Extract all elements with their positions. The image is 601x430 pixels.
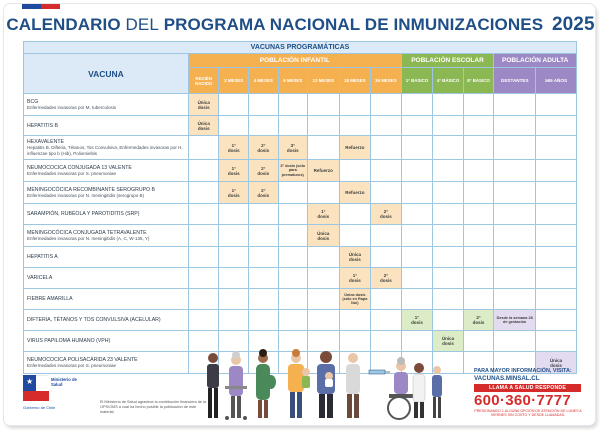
dose-cell: 1° dosis <box>219 136 249 160</box>
table-row <box>24 289 577 310</box>
title-year: 2025 <box>551 14 595 35</box>
legal-note: El Ministerio de Salud agradece la contribución financiera de la OPS/OMS a cual ha hecho posible la publicación de este material. <box>100 400 206 414</box>
dose-cell: 1° dosis <box>219 182 249 204</box>
dose-cell: 1° dosis <box>401 310 433 331</box>
ministry-label: Ministerio de Salud <box>51 377 77 387</box>
dose-cell: Única dosis <box>339 247 371 268</box>
dose-cell: 2° dosis <box>248 136 278 160</box>
vaccination-table <box>23 41 577 374</box>
person-man-baby <box>317 351 335 418</box>
title-part3: PROGRAMA NACIONAL DE INMUNIZACIONES <box>163 15 544 34</box>
table-row <box>24 136 577 160</box>
phone-note: PRESIONANDO 1 ALGUNA OPCIÓN DE ATENCIÓN DE LUNES A VIERNES SIN COSTO Y DESDE LLAMADAS. <box>474 409 582 418</box>
age-recien-nacido: RECIÉN NACIDO <box>188 68 219 94</box>
dose-cell: 1° dosis <box>219 160 249 182</box>
table-row <box>24 268 577 289</box>
person-elder-man <box>346 353 360 418</box>
dose-cell: Única dosis <box>536 352 577 374</box>
age-gestantes: GESTANTES <box>494 68 536 94</box>
age-18-meses: 18 MESES <box>339 68 371 94</box>
title-part2: DEL <box>125 15 159 34</box>
age-4-meses: 4 MESES <box>248 68 278 94</box>
dose-cell: Refuerzo <box>308 160 340 182</box>
people-illustration <box>201 346 451 423</box>
person-elder-woman <box>225 351 247 420</box>
dose-cell: Única dosis <box>188 94 219 116</box>
table-row <box>24 116 577 136</box>
page-title <box>0 14 601 36</box>
vaccine-varicela: VARICELA <box>24 268 189 289</box>
ministry-logo <box>23 375 77 419</box>
vaccine-vph: VIRUS PAPILOMA HUMANO (VPH) <box>24 331 189 352</box>
footer <box>4 342 595 425</box>
vaccine-hepatitis-b: HEPATITIS B <box>24 116 189 136</box>
salud-responde-banner: LLAMA A SALUD RESPONDE <box>474 384 581 392</box>
dose-cell: 3° dosis (sólo para prematuros) <box>278 160 308 182</box>
vaccine-bcg: BCG Enfermedades invasoras por M. tuberculosis <box>24 94 189 116</box>
dose-cell: 2° dosis <box>463 310 494 331</box>
dose-cell: 2° dosis <box>371 268 402 289</box>
age-2-meses: 2 MESES <box>219 68 249 94</box>
title-part1: CALENDARIO <box>6 15 121 34</box>
vaccine-hexavalente: HEXAVALENTE Hepatitis B, Difteria, Tétanos, Tos Convulsiva, Enfermedades invasoras por H. influenzae tipo b (Hib), Poliomielitis <box>24 136 189 160</box>
dose-cell: Refuerzo <box>339 182 371 204</box>
table-row <box>24 182 577 204</box>
group-adulta: POBLACIÓN ADULTA <box>494 54 577 68</box>
vaccine-neumococica-13: NEUMOCOCICA CONJUGADA 13 VALENTE Enfermedades invasoras por S. pneumoniae <box>24 160 189 182</box>
dose-cell: 1° dosis <box>308 204 340 225</box>
vaccine-hepatitis-a: HEPATITIS A <box>24 247 189 268</box>
info-heading: PARA MAYOR INFORMACIÓN, VISITA: <box>474 368 572 374</box>
table-row <box>24 247 577 268</box>
vaccine-dtpa: DIFTERIA, TÉTANOS Y TOS CONVULSIVA (ACELULAR) <box>24 310 189 331</box>
age-12-meses: 12 MESES <box>308 68 340 94</box>
dose-cell: Única dosis <box>308 225 340 247</box>
star-icon: ★ <box>26 377 34 386</box>
table-row <box>24 94 577 116</box>
phone-number[interactable]: 600·360·7777 <box>474 392 572 409</box>
syringe-icon <box>369 370 390 374</box>
dose-cell: 1° dosis <box>339 268 371 289</box>
vaccine-fiebre-amarilla: FIEBRE AMARILLA <box>24 289 189 310</box>
table-row <box>24 204 577 225</box>
age-1-basico: 1° BÁSICO <box>401 68 433 94</box>
group-escolar: POBLACIÓN ESCOLAR <box>401 54 494 68</box>
person-elder-walker <box>207 353 219 418</box>
dose-cell: 2° dosis <box>371 204 402 225</box>
dose-cell: Desde la semana 28 de gestación <box>494 310 536 331</box>
dose-cell: 3° dosis <box>278 136 308 160</box>
flag-strip <box>22 4 60 9</box>
vaccine-srp: SARAMPIÓN, RUBÉOLA Y PAROTIDITIS (SRP) <box>24 204 189 225</box>
age-8-basico: 8° BÁSICO <box>463 68 494 94</box>
group-infantil: POBLACIÓN INFANTIL <box>188 54 401 68</box>
dose-cell: Única dosis <box>433 331 464 352</box>
person-mother-child <box>288 349 310 418</box>
dose-cell: 2° dosis <box>248 182 278 204</box>
table-row <box>24 160 577 182</box>
table-main-header: VACUNAS PROGRAMÁTICAS <box>24 42 577 54</box>
table-row <box>24 310 577 331</box>
vaccine-neumococica-23: NEUMOCOCICA POLISACÁRIDA 23 VALENTE Enfermedades invasoras por S. pneumoniae <box>24 352 189 374</box>
dose-cell: Única dosis (sólo en Rapa Nui) <box>339 289 371 310</box>
age-4-basico: 4° BÁSICO <box>433 68 464 94</box>
age-36-meses: 36 MESES <box>371 68 402 94</box>
dose-cell: Única dosis <box>188 116 219 136</box>
table-row <box>24 225 577 247</box>
dose-cell: 2° dosis <box>248 160 278 182</box>
dose-cell: Refuerzo <box>339 136 371 160</box>
government-label: Gobierno de Chile <box>23 405 56 410</box>
vaccine-meningococica-b: MENINGOCÓCICA RECOMBINANTE SEROGRUPO B Enfermedades invasoras por N. meningitidis (serogrupo B) <box>24 182 189 204</box>
person-pregnant-woman <box>256 349 276 418</box>
age-65-anos: ≥65 AÑOS <box>536 68 577 94</box>
vaccine-meningococica-tetravalente: MENINGOCÓCICA CONJUGADA TETRAVALENTE Enfermedades invasoras por N. meningitidis (A, C, W-135, Y) <box>24 225 189 247</box>
info-url[interactable]: VACUNAS.MINSAL.CL <box>474 375 540 382</box>
person-wheelchair <box>388 357 442 419</box>
vaccine-column-header: VACUNA <box>24 54 189 94</box>
age-6-meses: 6 MESES <box>278 68 308 94</box>
